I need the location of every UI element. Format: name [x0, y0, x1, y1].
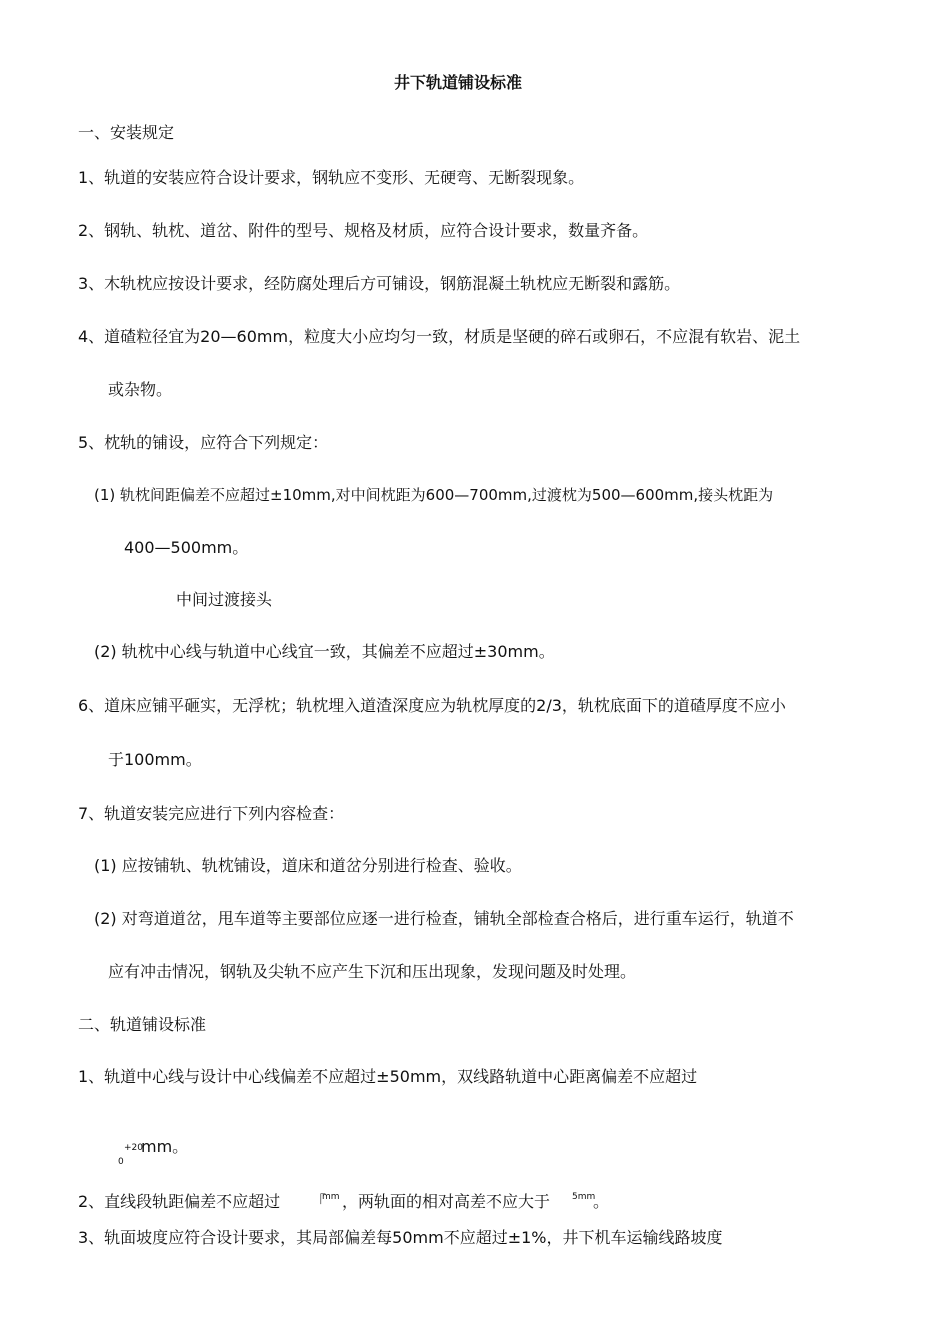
paragraph-item-7-sub1: (1) 应按铺轨、轨枕铺设，道床和道岔分别进行检查、验收。 [94, 856, 522, 875]
sleeper-type-labels: 中间过渡接头 [176, 590, 273, 609]
tolerance-upper: +20 [124, 1143, 143, 1153]
paragraph-item-7: 7、轨道安装完应进行下列内容检查： [78, 804, 345, 823]
paragraph-item-1: 1、轨道的安装应符合设计要求，钢轨应不变形、无硬弯、无断裂现象。 [78, 168, 585, 187]
paragraph-item-6-line1: 6、道床应铺平砸实，无浮枕；轨枕埋入道渣深度应为轨枕厚度的2/3，轨枕底面下的道碴厚度不应小 [78, 696, 786, 715]
standard-item-2-bracket: 「 [310, 1192, 327, 1211]
standard-item-1: 1、轨道中心线与设计中心线偏差不应超过±50mm，双线路轨道中心距离偏差不应超过 [78, 1067, 698, 1086]
tolerance-unit: mm。 [141, 1137, 189, 1156]
paragraph-item-7-sub2-line2: 应有冲击情况，钢轨及尖轨不应产生下沉和压出现象，发现问题及时处理。 [108, 962, 637, 981]
tolerance-lower: 0 [118, 1157, 124, 1167]
standard-item-2-value: 5mm [572, 1192, 596, 1202]
paragraph-item-2: 2、钢轨、轨枕、道岔、附件的型号、规格及材质，应符合设计要求，数量齐备。 [78, 221, 649, 240]
paragraph-item-5: 5、枕轨的铺设，应符合下列规定： [78, 433, 329, 452]
standard-item-2-end: 。 [593, 1192, 610, 1211]
standard-item-2-text-a: 2、直线段轨距偏差不应超过 [78, 1192, 281, 1211]
paragraph-item-3: 3、木轨枕应按设计要求，经防腐处理后方可铺设，钢筋混凝土轨枕应无断裂和露筋。 [78, 274, 681, 293]
standard-item-3: 3、轨面坡度应符合设计要求，其局部偏差每50mm不应超过±1%，井下机车运输线路坡度 [78, 1228, 723, 1247]
paragraph-item-4-line1: 4、道碴粒径宜为20—60mm，粒度大小应均匀一致，材质是坚硬的碎石或卵石，不应混有软岩、泥土 [78, 327, 801, 346]
section-heading-installation: 一、安装规定 [78, 123, 175, 142]
standard-item-2-text-b: ，两轨面的相对高差不应大于 [342, 1192, 551, 1211]
paragraph-item-5-sub1-line2: 400—500mm。 [124, 538, 249, 557]
standard-item-2-unit: mm [322, 1192, 340, 1202]
document-title: 井下轨道铺设标准 [394, 73, 523, 92]
paragraph-item-7-sub2-line1: (2) 对弯道道岔，甩车道等主要部位应逐一进行检查，铺轨全部检查合格后，进行重车运行，轨道不 [94, 909, 794, 928]
paragraph-item-5-sub2: (2) 轨枕中心线与轨道中心线宜一致，其偏差不应超过±30mm。 [94, 642, 555, 661]
paragraph-item-6-line2: 于100mm。 [108, 750, 202, 769]
paragraph-item-4-line2: 或杂物。 [108, 380, 173, 399]
paragraph-item-5-sub1-line1: (1) 轨枕间距偏差不应超过±10mm,对中间枕距为600—700mm,过渡枕为500—600mm,接头枕距为 [94, 486, 774, 504]
section-heading-laying-standard: 二、轨道铺设标准 [78, 1015, 207, 1034]
